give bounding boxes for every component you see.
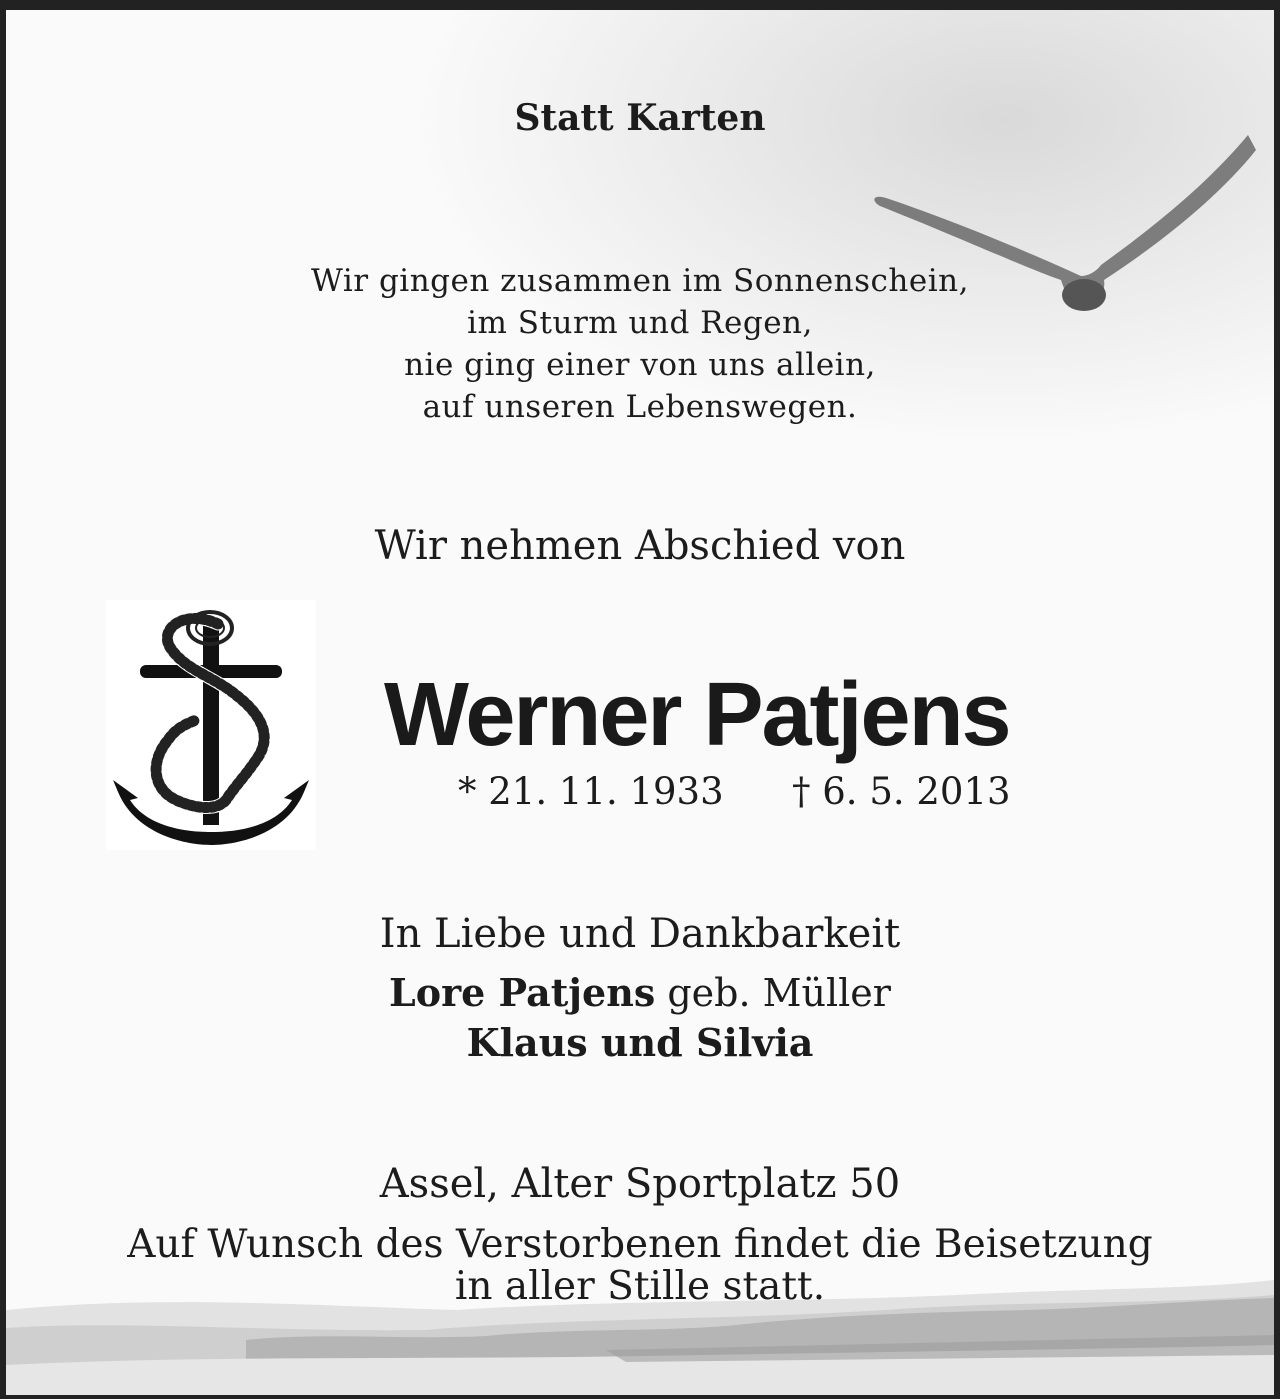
poem-line: auf unseren Lebenswegen. <box>422 389 858 425</box>
closing-line: Auf Wunsch des Verstorbenen findet die Beisetzung <box>127 1222 1153 1267</box>
poem-line: im Sturm und Regen, <box>467 305 813 341</box>
anchor-with-rope-icon <box>106 600 316 850</box>
deceased-name: Werner Patjens <box>384 665 1010 765</box>
children-names: Klaus und Silvia <box>466 1020 814 1065</box>
poem-line: Wir gingen zusammen im Sonnenschein, <box>311 263 969 299</box>
spouse-line <box>6 968 1274 1018</box>
anchor-emblem <box>106 600 316 850</box>
children-line <box>6 1018 1274 1068</box>
header-title: Statt Karten <box>514 97 766 139</box>
spouse-maiden-name: geb. Müller <box>667 971 891 1015</box>
closing-note <box>6 1224 1274 1308</box>
closing-line: in aller Stille statt. <box>454 1264 826 1309</box>
gratitude-line: In Liebe und Dankbarkeit <box>379 911 901 957</box>
address: Assel, Alter Sportplatz 50 <box>379 1161 901 1207</box>
poem <box>6 260 1274 428</box>
poem-line: nie ging einer von uns allein, <box>404 347 876 383</box>
death-date: † 6. 5. 2013 <box>792 770 1011 813</box>
farewell-line: Wir nehmen Abschied von <box>374 523 906 569</box>
spouse-name: Lore Patjens <box>389 970 656 1015</box>
mourners <box>6 968 1274 1068</box>
birth-date: * 21. 11. 1933 <box>458 770 724 813</box>
